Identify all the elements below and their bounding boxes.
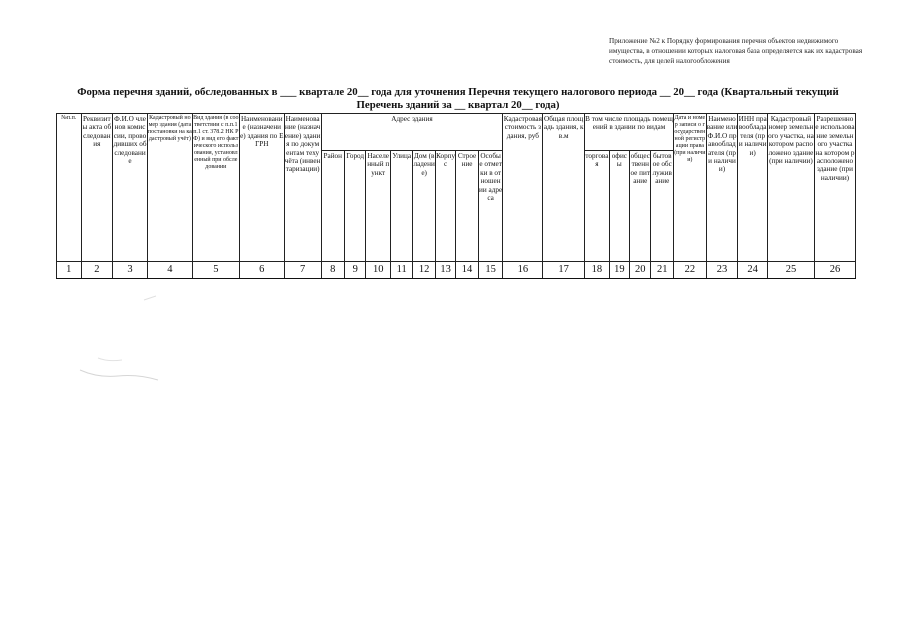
column-number: 19 [609, 262, 629, 279]
col-header-total-area: Общая площадь здания, кв.м [543, 114, 585, 262]
column-number: 21 [651, 262, 674, 279]
col-header-settlement: Населенный пункт [366, 151, 391, 262]
column-number-row [57, 262, 856, 279]
column-number: 8 [321, 262, 344, 279]
col-header-offices: офисы [609, 151, 629, 262]
col-header-consumer-services: бытовое обслуживание [651, 151, 674, 262]
col-header-block: Корпус [435, 151, 455, 262]
column-number: 24 [738, 262, 768, 279]
col-header-act-details: Реквизиты акта обследования [81, 114, 113, 262]
col-header-building-type: Вид здания (в соответствии с п.п.1 п.1 ст. 378.2 НК РФ) и вид его фактического использования, установленный при обследовании [192, 114, 239, 262]
form-title [58, 86, 858, 111]
col-header-area-group: В том числе площадь помещений в здании по видам [585, 114, 674, 151]
column-number: 15 [478, 262, 503, 279]
column-number: 12 [413, 262, 435, 279]
col-header-name-techaccount: Наименование (назначение) здания по документам техучёта (инвентаризации) [284, 114, 321, 262]
col-header-number: №п.п. [57, 114, 82, 262]
column-number: 16 [503, 262, 543, 279]
col-header-district: Район [321, 151, 344, 262]
col-header-inn: ИНН правообладателя (при наличии) [738, 114, 768, 262]
col-header-address-group: Адрес здания [321, 114, 503, 151]
column-number: 4 [147, 262, 192, 279]
faint-scan-mark [78, 350, 168, 390]
column-number: 13 [435, 262, 455, 279]
column-number: 10 [366, 262, 391, 279]
col-header-commission: Ф.И.О членов комиссии, проводивших обследование [113, 114, 148, 262]
appendix-note: Приложение №2 к Порядку формирования перечня объектов недвижимого имущества, в отношении которых налоговая база определяется как их кадастровая стоимость, для целей налогообложения [609, 37, 863, 66]
column-number: 7 [284, 262, 321, 279]
column-number: 5 [192, 262, 239, 279]
column-number: 1 [57, 262, 82, 279]
col-header-cadastral-value: Кадастровая стоимость здания, руб [503, 114, 543, 262]
faint-scan-mark [140, 290, 170, 310]
col-header-street: Улица [390, 151, 412, 262]
column-number: 14 [456, 262, 478, 279]
col-header-retail: торговая [585, 151, 610, 262]
form-title-line2: Перечень зданий за __ квартал 20__ года) [356, 98, 560, 111]
buildings-register-table [56, 113, 856, 279]
col-header-address-notes: Особые отметки в отношении адреса [478, 151, 503, 262]
col-header-name-egrn: Наименование (назначение) здания по ЕГРН [239, 114, 284, 262]
col-header-land-use: Разрешенное использование земельного участка на котором расположено здание (при наличии) [814, 114, 855, 262]
col-header-house: Дом (владение) [413, 151, 435, 262]
column-number: 9 [345, 262, 366, 279]
header-row-1 [57, 114, 856, 151]
column-number: 11 [390, 262, 412, 279]
column-number: 25 [767, 262, 814, 279]
column-number: 3 [113, 262, 148, 279]
column-number: 2 [81, 262, 113, 279]
column-number: 17 [543, 262, 585, 279]
column-number: 6 [239, 262, 284, 279]
column-number: 20 [630, 262, 651, 279]
col-header-city: Город [345, 151, 366, 262]
col-header-owner: Наименование или Ф.И.О правообладателя (при наличии) [706, 114, 738, 262]
column-number: 22 [673, 262, 706, 279]
form-title-line1: Форма перечня зданий, обследованных в ___ квартале 20__ года для уточнения Перечня текущего налогового периода __ 20__ года (Квартальный текущий [77, 86, 839, 98]
column-number: 26 [814, 262, 855, 279]
column-number: 18 [585, 262, 610, 279]
col-header-catering: общественное питание [630, 151, 651, 262]
col-header-registration: Дата и номер записи о государственной регистрации права (при наличии) [673, 114, 706, 262]
column-number: 23 [706, 262, 738, 279]
col-header-cadastral-number: Кадастровый номер здания (дата постановки на кадастровый учёт) [147, 114, 192, 262]
col-header-structure: Строение [456, 151, 478, 262]
col-header-land-cadastral: Кадастровый номер земельного участка, на котором расположено здание (при наличии) [767, 114, 814, 262]
